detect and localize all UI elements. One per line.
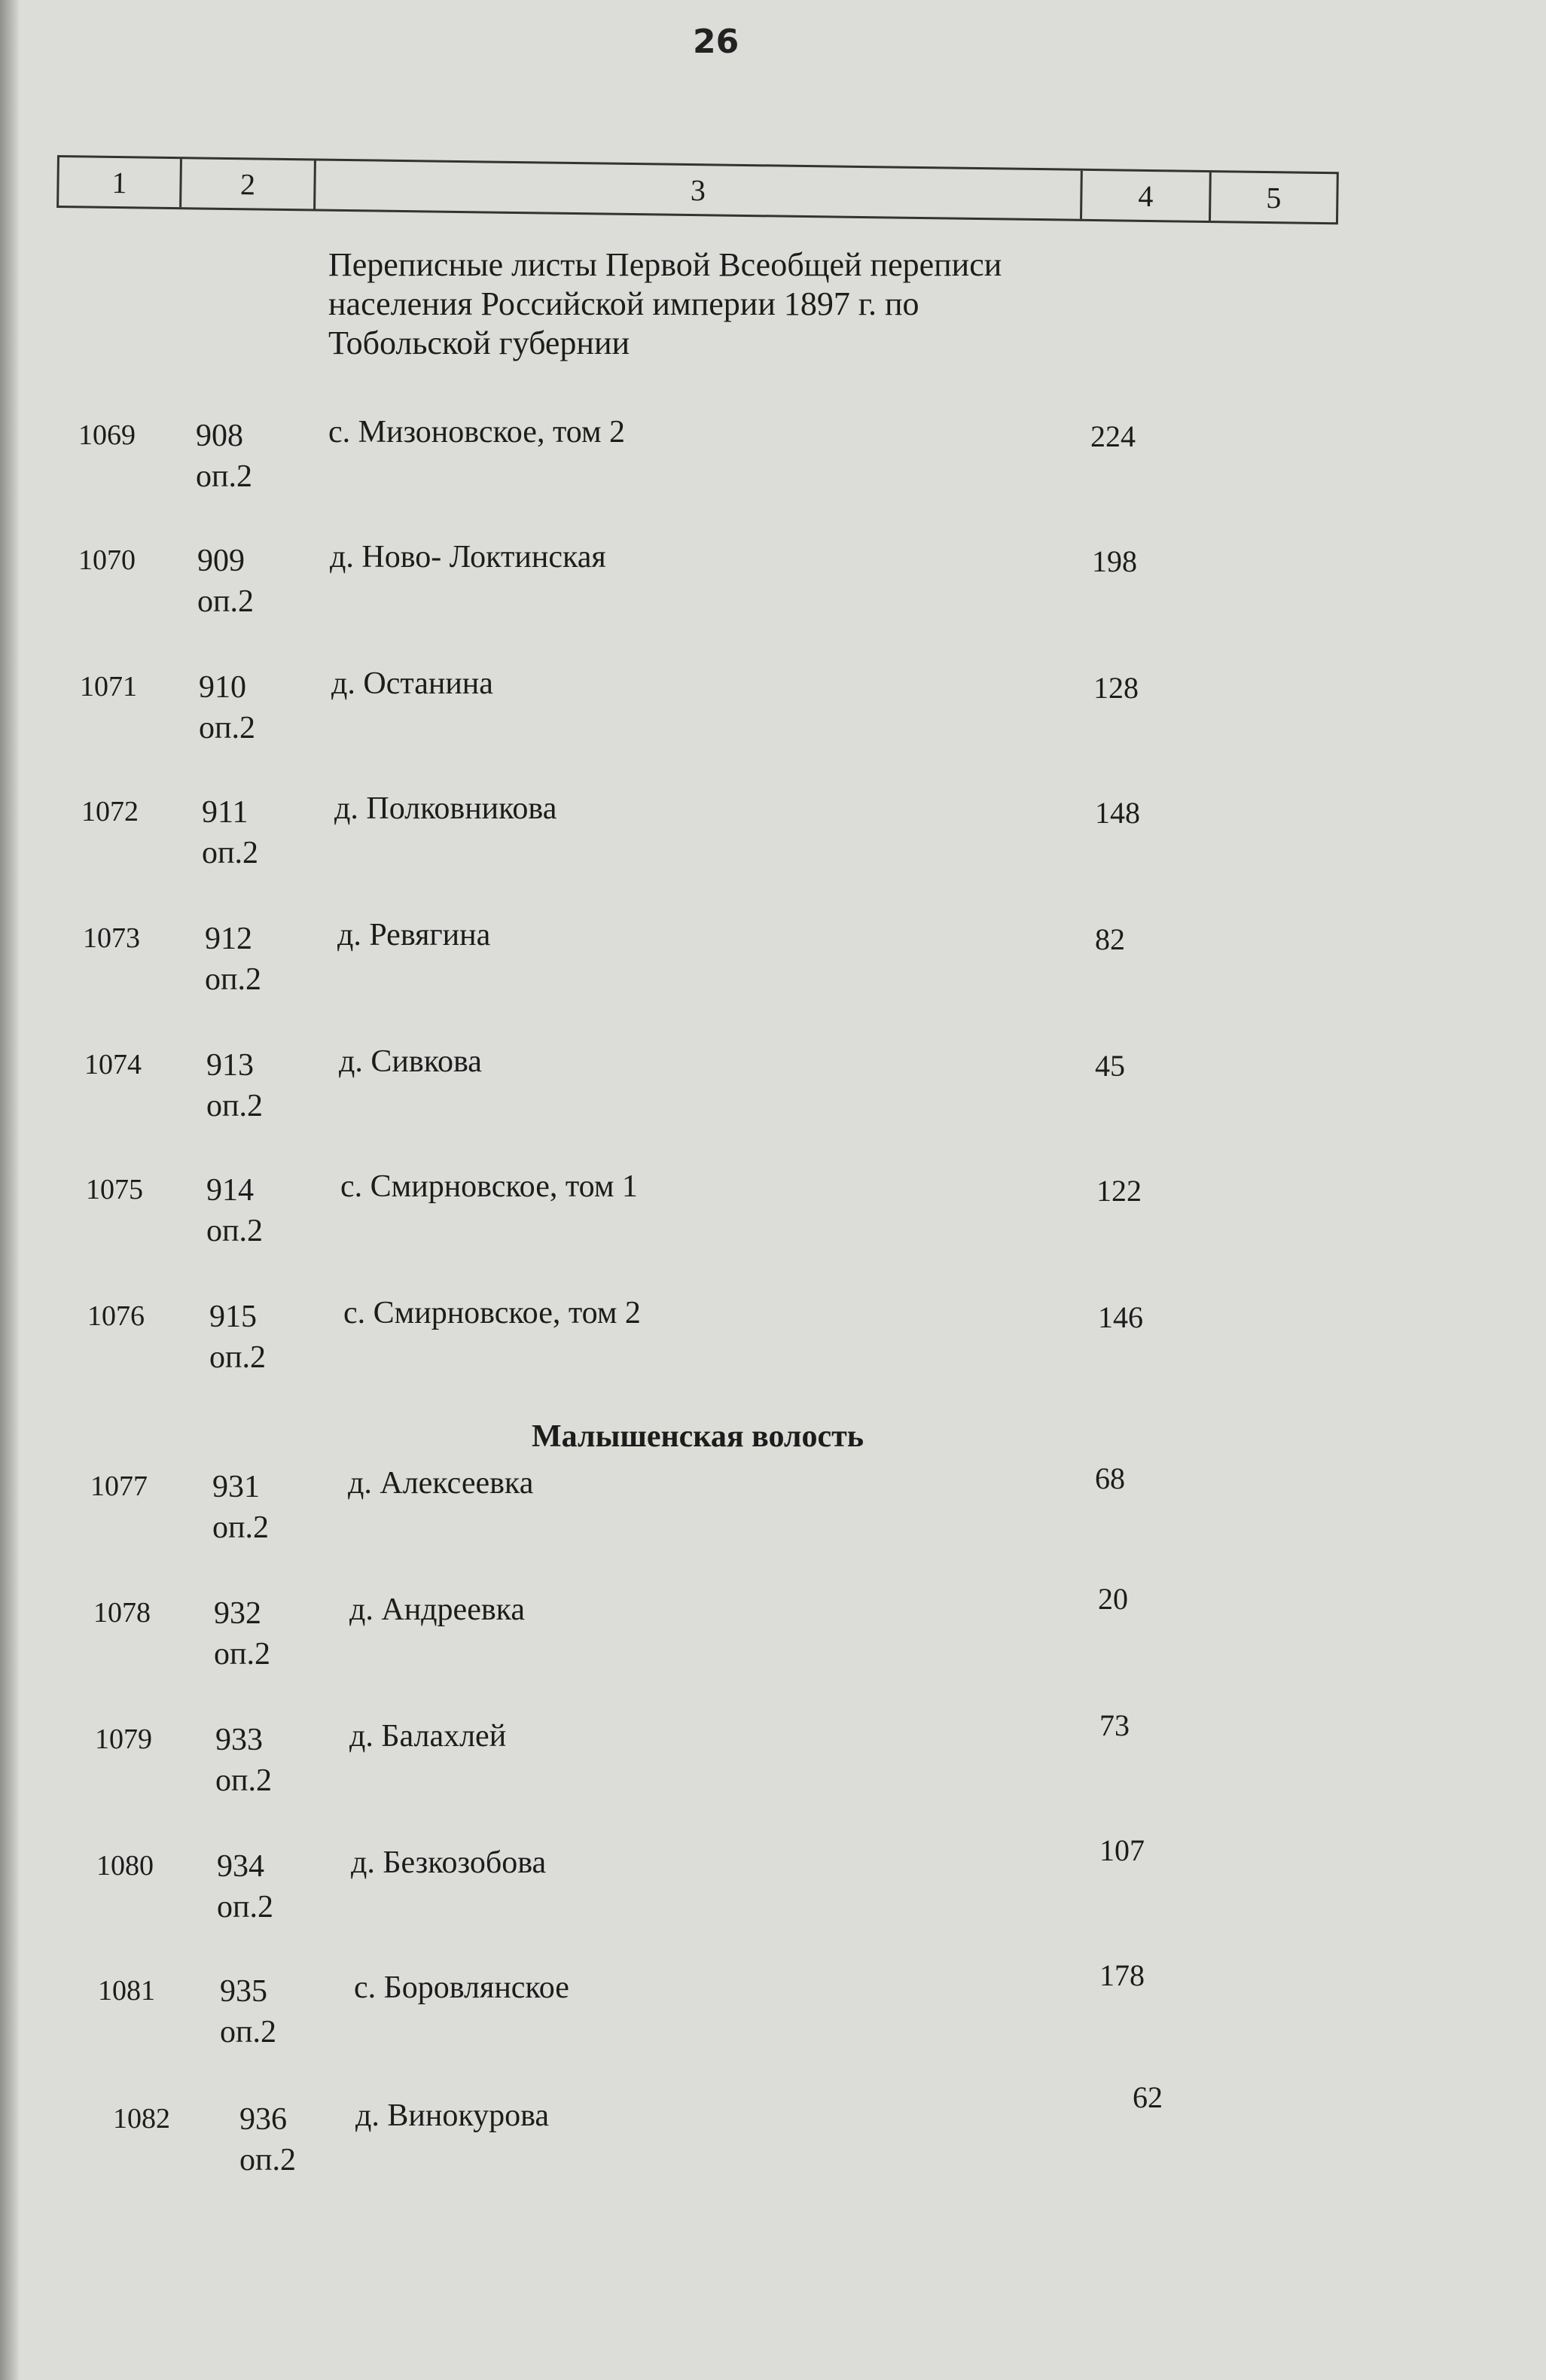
archive-code: 933 оп.2 [215, 1723, 272, 1798]
row-number: 1076 [87, 1300, 145, 1332]
sheet-count: 148 [1095, 796, 1140, 830]
header-col-3: 3 [316, 161, 1083, 219]
archive-code: 910 оп.2 [199, 670, 255, 745]
place-name: д. Ревягина [337, 918, 491, 952]
header-col-2: 2 [181, 159, 316, 209]
row-number: 1072 [81, 796, 139, 827]
place-name: д. Останина [331, 666, 493, 701]
sheet-count: 178 [1099, 1958, 1145, 1992]
row-number: 1081 [98, 1975, 155, 2007]
row-number: 1074 [84, 1049, 142, 1080]
sheet-count: 20 [1098, 1582, 1128, 1616]
archive-code: 915 оп.2 [209, 1300, 266, 1375]
section-heading: Малышенская волость [532, 1419, 864, 1454]
place-name: д. Балахлей [349, 1719, 507, 1754]
page-number: 26 [693, 23, 739, 61]
sheet-count: 73 [1099, 1708, 1130, 1742]
place-name: с. Мизоновское, том 2 [328, 415, 626, 449]
place-name: д. Ново- Локтинская [330, 540, 606, 574]
archive-code: 909 оп.2 [197, 544, 254, 619]
row-number: 1075 [86, 1174, 143, 1205]
row-number: 1082 [113, 2103, 170, 2135]
sheet-count: 146 [1098, 1300, 1143, 1334]
place-name: д. Безкозобова [351, 1845, 547, 1880]
row-number: 1077 [90, 1470, 148, 1502]
sheet-count: 122 [1096, 1174, 1142, 1208]
archive-code: 911 оп.2 [202, 795, 258, 870]
sheet-count: 68 [1095, 1461, 1125, 1495]
archive-code: 931 оп.2 [212, 1470, 269, 1545]
archive-code: 935 оп.2 [220, 1974, 276, 2049]
place-name: д. Алексеевка [348, 1466, 534, 1501]
row-number: 1073 [83, 922, 140, 954]
sheet-count: 198 [1092, 544, 1137, 578]
row-number: 1071 [80, 671, 137, 702]
archive-code: 913 оп.2 [206, 1048, 263, 1123]
place-name: д. Андреевка [349, 1592, 526, 1627]
sheet-count: 224 [1090, 419, 1136, 453]
archive-code: 936 оп.2 [239, 2102, 296, 2177]
archive-code: 934 оп.2 [217, 1849, 273, 1924]
place-name: с. Смирновское, том 2 [343, 1296, 641, 1330]
archive-code: 908 оп.2 [196, 419, 252, 494]
row-number: 1080 [96, 1850, 154, 1882]
sheet-count: 45 [1095, 1049, 1125, 1083]
place-name: д. Полковникова [334, 791, 557, 826]
row-number: 1070 [78, 544, 136, 576]
intro-title: Переписные листы Первой Всеобщей переписи населения Российской империи 1897 г. по Тобольской губернии [328, 246, 1002, 361]
sheet-count: 128 [1093, 671, 1139, 705]
row-number: 1078 [93, 1597, 151, 1629]
sheet-count: 107 [1099, 1833, 1145, 1867]
binding-shadow [0, 0, 20, 2380]
place-name: д. Винокурова [355, 2098, 550, 2133]
header-col-5: 5 [1266, 180, 1282, 215]
header-col-4: 4 [1082, 171, 1212, 221]
sheet-count: 82 [1095, 922, 1125, 956]
archive-code: 914 оп.2 [206, 1173, 263, 1248]
place-name: д. Сивкова [339, 1044, 482, 1079]
column-header [56, 155, 1339, 224]
header-col-1: 1 [59, 157, 182, 207]
archive-code: 912 оп.2 [205, 922, 261, 997]
place-name: с. Боровлянское [354, 1970, 569, 2005]
row-number: 1079 [95, 1723, 152, 1755]
place-name: с. Смирновское, том 1 [340, 1169, 638, 1204]
archive-code: 932 оп.2 [214, 1596, 270, 1671]
sheet-count: 62 [1133, 2080, 1163, 2114]
row-number: 1069 [78, 419, 136, 451]
